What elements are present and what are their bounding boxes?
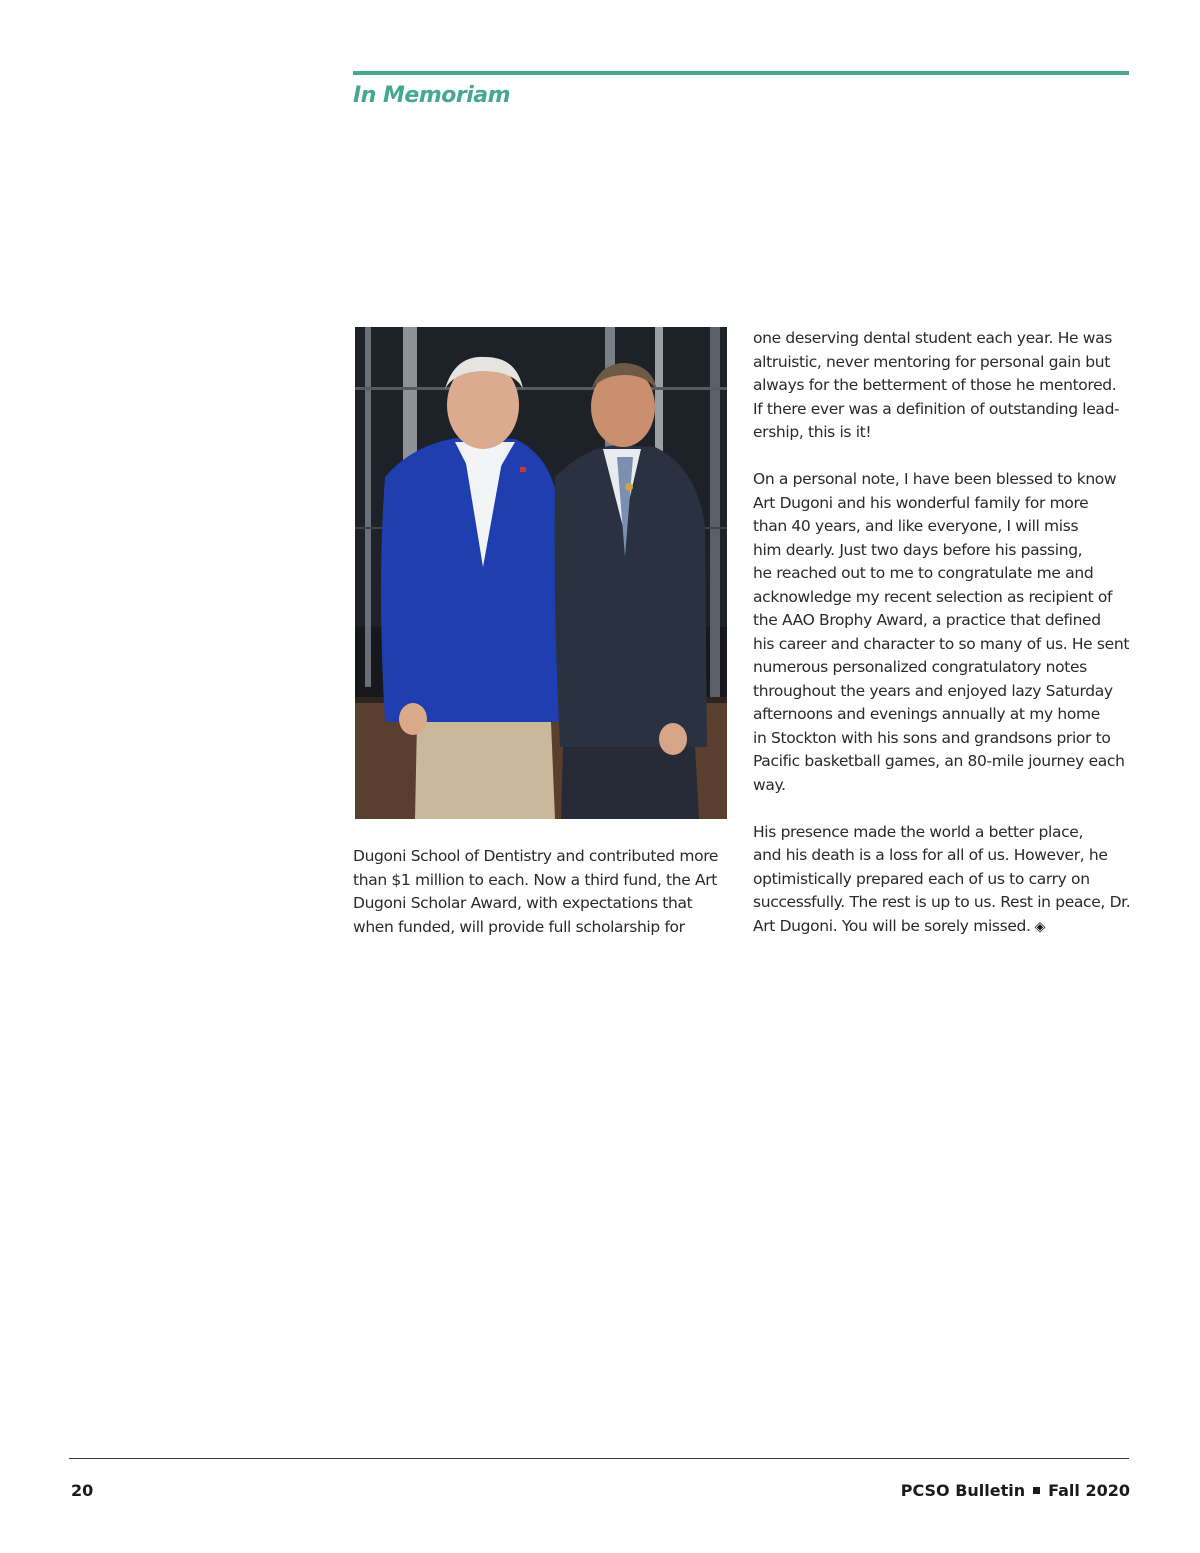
text-line: Pacific basketball games, an 80-mile journey each <box>753 752 1125 770</box>
text-line: his career and character to so many of us. He sent <box>753 634 1130 653</box>
square-separator-icon <box>1033 1487 1040 1494</box>
end-mark-icon: ◈ <box>1034 918 1046 935</box>
text-line: numerous personalized congratulatory notes <box>753 658 1087 676</box>
text-line: If there ever was a definition of outstanding lead- <box>753 399 1120 418</box>
paragraph <box>753 327 1131 445</box>
photo-two-men-portrait <box>355 327 727 819</box>
text-line: when funded, will provide full scholarship for <box>353 917 685 936</box>
paragraph <box>353 845 729 939</box>
text-line: Dugoni Scholar Award, with expectations that <box>353 894 693 912</box>
left-text-column <box>353 845 729 939</box>
footer-rule <box>69 1458 1129 1459</box>
text-line: ership, this is it! <box>753 423 872 441</box>
paragraph <box>753 468 1131 797</box>
right-text-column <box>753 327 1131 963</box>
text-line: successfully. The rest is up to us. Rest in peace, Dr. <box>753 893 1131 911</box>
text-line: one deserving dental student each year. He was <box>753 329 1112 347</box>
issue-label: Fall 2020 <box>1048 1481 1130 1500</box>
section-title: In Memoriam <box>353 83 511 108</box>
paragraph <box>753 821 1131 940</box>
text-line: acknowledge my recent selection as recipient of <box>753 587 1113 606</box>
page-number: 20 <box>71 1481 94 1500</box>
text-line: him dearly. Just two days before his passing, <box>753 540 1083 559</box>
text-line: always for the betterment of those he mentored. <box>753 376 1117 394</box>
text-line: he reached out to me to congratulate me and <box>753 564 1094 582</box>
text-line: His presence made the world a better place, <box>753 822 1084 841</box>
text-line: way. <box>753 775 786 794</box>
text-line: and his death is a loss for all of us. However, he <box>753 846 1108 864</box>
text-line: afternoons and evenings annually at my home <box>753 705 1100 723</box>
text-line: throughout the years and enjoyed lazy Saturday <box>753 681 1113 700</box>
publication-name: PCSO Bulletin <box>900 1481 1026 1500</box>
text-line: On a personal note, I have been blessed to know <box>753 470 1117 488</box>
text-line: than $1 million to each. Now a third fund, the Art <box>353 870 717 889</box>
text-line: the AAO Brophy Award, a practice that defined <box>753 611 1101 629</box>
text-line-content: Art Dugoni. You will be sorely missed. <box>753 916 1031 935</box>
header-rule <box>353 71 1129 75</box>
text-line: than 40 years, and like everyone, I will miss <box>753 517 1079 535</box>
text-line: Dugoni School of Dentistry and contributed more <box>353 847 719 865</box>
text-line: Art Dugoni and his wonderful family for more <box>753 493 1089 512</box>
text-line: in Stockton with his sons and grandsons prior to <box>753 728 1111 747</box>
footer-publication <box>901 1481 1130 1500</box>
text-line <box>753 915 1131 940</box>
text-line: altruistic, never mentoring for personal gain but <box>753 352 1110 371</box>
text-line: optimistically prepared each of us to carry on <box>753 869 1090 888</box>
